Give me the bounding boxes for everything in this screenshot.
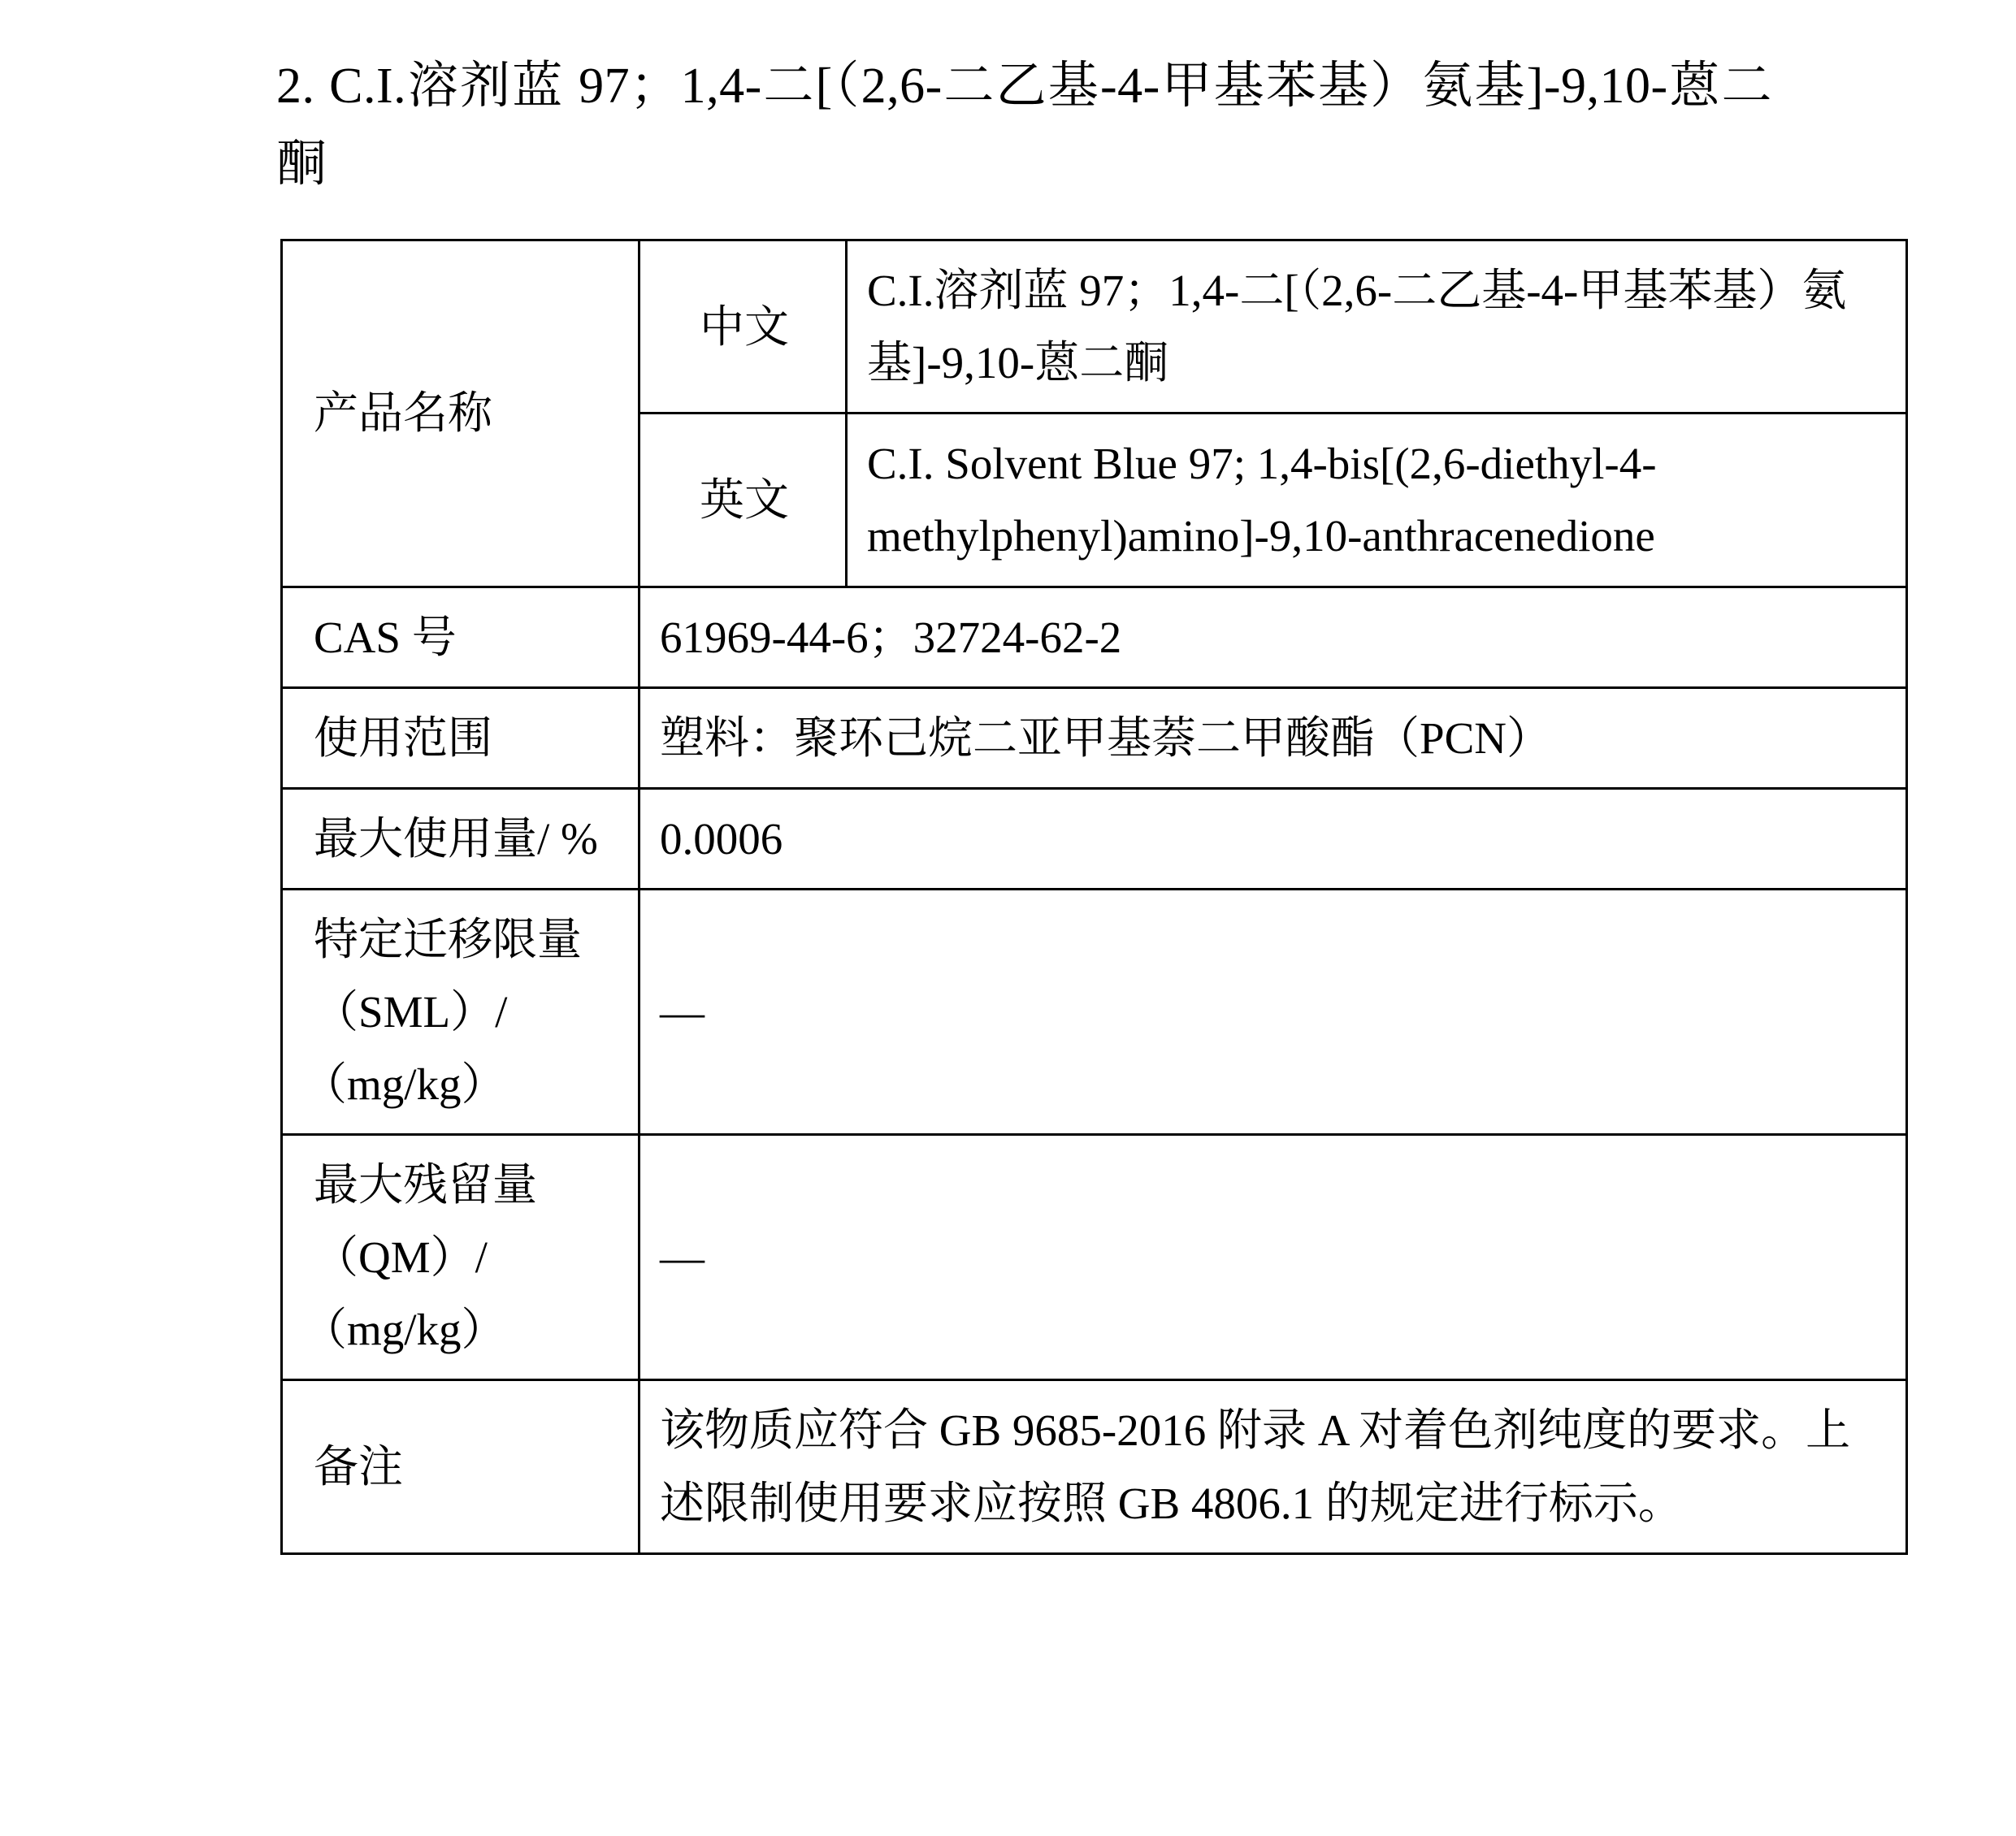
value-product-name-chinese: C.I.溶剂蓝 97；1,4-二[（2,6-二乙基-4-甲基苯基）氨基]-9,10-蒽二酮	[847, 240, 1907, 414]
value-sml: —	[639, 889, 1907, 1134]
substance-spec-table	[280, 239, 1908, 1554]
value-max-usage: 0.0006	[639, 788, 1907, 889]
table-row	[282, 1135, 1907, 1380]
value-cas-number: 61969-44-6；32724-62-2	[639, 587, 1907, 687]
sublabel-english: 英文	[639, 414, 847, 587]
value-qm: —	[639, 1135, 1907, 1380]
row-label-remarks: 备注	[282, 1380, 639, 1553]
row-label-max-usage: 最大使用量/ %	[282, 788, 639, 889]
sml-label-line1: 特定迁移限量	[314, 914, 583, 964]
table-row	[282, 788, 1907, 889]
sublabel-chinese: 中文	[639, 240, 847, 414]
table-row	[282, 687, 1907, 788]
table-row	[282, 240, 1907, 414]
row-label-qm	[282, 1135, 639, 1380]
table-row	[282, 1380, 1907, 1553]
row-label-scope-of-use: 使用范围	[282, 687, 639, 788]
row-label-product-name	[282, 240, 639, 587]
qm-label-line2: （QM）/（mg/kg）	[302, 1232, 506, 1355]
row-label-cas-number: CAS 号	[282, 587, 639, 687]
value-remarks: 该物质应符合 GB 9685-2016 附录 A 对着色剂纯度的要求。上述限制使用要求应按照 GB 4806.1 的规定进行标示。	[639, 1380, 1907, 1553]
value-product-name-english: C.I. Solvent Blue 97; 1,4-bis[(2,6-diethyl-4-methylphenyl)amino]-9,10-anthracenedione	[847, 414, 1907, 587]
sml-label-line2: （SML）/（mg/kg）	[302, 986, 508, 1110]
page-title: 2. C.I.溶剂蓝 97；1,4-二[（2,6-二乙基-4-甲基苯基）氨基]-9,10-蒽二酮	[276, 58, 1772, 193]
row-label-sml	[282, 889, 639, 1134]
table-row	[282, 587, 1907, 687]
table-row	[282, 889, 1907, 1134]
qm-label-line1: 最大残留量	[314, 1160, 538, 1210]
product-name-label: 产品名称	[314, 388, 493, 439]
value-scope-of-use: 塑料：聚环己烷二亚甲基萘二甲酸酯（PCN）	[639, 687, 1907, 788]
